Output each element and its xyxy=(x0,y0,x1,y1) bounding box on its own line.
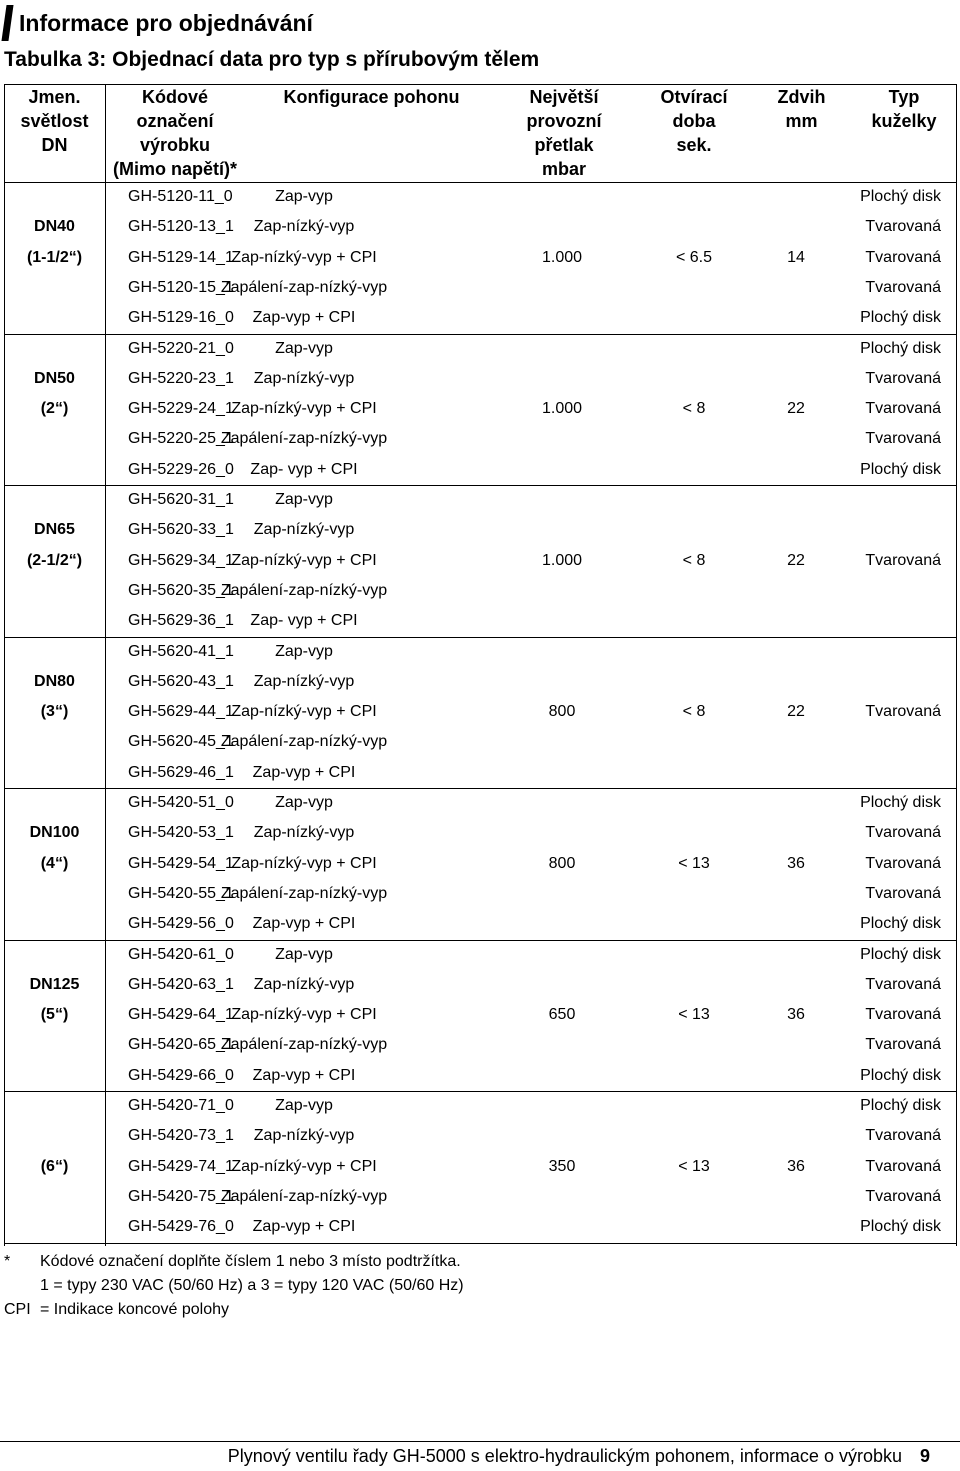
product-code: GH-5429-56_0 xyxy=(128,915,234,933)
stroke-value: 36 xyxy=(787,1157,805,1175)
drive-config: Zap-nízký-vyp + CPI xyxy=(231,1006,377,1024)
cone-type: Tvarovaná xyxy=(865,1127,941,1145)
drive-config: Zap-nízký-vyp xyxy=(253,975,355,993)
drive-config: Zap-vyp + CPI xyxy=(252,763,356,781)
section-title xyxy=(4,3,313,43)
page-number: 9 xyxy=(919,1446,930,1466)
drive-config: Zap-nízký-vyp + CPI xyxy=(231,400,377,418)
stroke-value: 22 xyxy=(787,551,805,569)
header-pressure-line: mbar xyxy=(541,159,586,179)
stroke-value: 36 xyxy=(787,1006,805,1024)
drive-config: Zap- vyp + CPI xyxy=(250,460,358,478)
product-code: GH-5420-61_0 xyxy=(128,945,234,963)
max-pressure-value: 350 xyxy=(548,1157,576,1175)
drive-config: Zap-vyp xyxy=(275,642,333,660)
header-time-line: doba xyxy=(672,111,716,131)
product-code: GH-5620-33_1 xyxy=(128,521,234,539)
dn-inch-label: (3“) xyxy=(40,703,69,721)
cone-type: Tvarovaná xyxy=(865,278,941,296)
drive-config: Zapálení-zap-nízký-vyp xyxy=(220,733,388,751)
product-code: GH-5429-64_1 xyxy=(128,1006,234,1024)
drive-config: Zap-vyp xyxy=(275,339,333,357)
drive-config: Zap-nízký-vyp xyxy=(253,218,355,236)
cone-type: Tvarovaná xyxy=(865,218,941,236)
product-code: GH-5629-34_1 xyxy=(128,551,234,569)
dn-label xyxy=(4,1121,105,1151)
product-code: GH-5620-43_1 xyxy=(128,672,234,690)
dn-label: DN100 xyxy=(29,824,80,842)
product-code: GH-5220-21_0 xyxy=(128,339,234,357)
stroke-value: 22 xyxy=(787,400,805,418)
cone-type: Tvarovaná xyxy=(865,975,941,993)
max-pressure-value: 1.000 xyxy=(541,248,583,266)
header-dn-line: světlost xyxy=(20,111,89,131)
product-code: GH-5620-31_1 xyxy=(128,491,234,508)
cone-type: Plochý disk xyxy=(860,460,941,478)
cone-type: Tvarovaná xyxy=(865,854,941,872)
header-stroke xyxy=(764,84,839,183)
product-code: GH-5629-36_1 xyxy=(128,612,234,630)
header-cone-line: kuželky xyxy=(871,111,937,131)
product-code: GH-5420-71_0 xyxy=(128,1097,234,1114)
header-dn-line: DN xyxy=(41,135,68,155)
product-code: GH-5120-11_0 xyxy=(128,188,233,205)
header-dn xyxy=(4,84,105,183)
dn-label: DN40 xyxy=(34,218,75,236)
table-vline xyxy=(105,84,106,1246)
cone-type: Plochý disk xyxy=(860,1066,941,1084)
header-config xyxy=(274,84,469,183)
note-star-line2: 1 = typy 230 VAC (50/60 Hz) a 3 = typy 120 VAC (50/60 Hz) xyxy=(40,1277,464,1294)
header-time-line: sek. xyxy=(676,135,712,155)
opening-time-value: < 8 xyxy=(682,703,706,721)
product-code: GH-5620-45_1 xyxy=(128,733,234,751)
product-code: GH-5629-44_1 xyxy=(128,703,234,721)
product-code: GH-5429-76_0 xyxy=(128,1218,234,1236)
product-code: GH-5120-15_1 xyxy=(128,278,234,296)
cone-type: Tvarovaná xyxy=(865,824,941,842)
drive-config: Zap-vyp xyxy=(275,491,333,508)
cone-type: Tvarovaná xyxy=(865,400,941,418)
drive-config: Zap-nízký-vyp xyxy=(253,824,355,842)
product-code: GH-5229-24_1 xyxy=(128,400,234,418)
product-code: GH-5420-63_1 xyxy=(128,975,234,993)
drive-config: Zapálení-zap-nízký-vyp xyxy=(220,430,388,448)
section-marker xyxy=(1,5,13,41)
cone-type: Plochý disk xyxy=(860,915,941,933)
max-pressure-value: 800 xyxy=(548,703,576,721)
stroke-value: 14 xyxy=(787,248,805,266)
product-code: GH-5420-53_1 xyxy=(128,824,234,842)
header-pressure xyxy=(509,84,619,183)
opening-time-value: < 13 xyxy=(678,1006,710,1024)
opening-time-value: < 8 xyxy=(682,551,706,569)
cone-type: Tvarovaná xyxy=(865,430,941,448)
header-config-line: Konfigurace pohonu xyxy=(283,87,460,107)
product-code: GH-5420-73_1 xyxy=(128,1127,234,1145)
cone-type: Tvarovaná xyxy=(865,248,941,266)
opening-time-value: < 6.5 xyxy=(675,248,713,266)
drive-config: Zap-nízký-vyp xyxy=(253,369,355,387)
max-pressure-value: 1.000 xyxy=(541,551,583,569)
dn-inch-label: (5“) xyxy=(40,1006,69,1024)
note-star-line1: Kódové označení doplňte číslem 1 nebo 3 místo podtržítka. xyxy=(40,1253,461,1270)
drive-config: Zap-vyp + CPI xyxy=(252,309,356,327)
dn-label: DN65 xyxy=(34,521,75,539)
note-cpi-mark: CPI xyxy=(4,1301,31,1318)
product-code: GH-5629-46_1 xyxy=(128,763,234,781)
header-stroke-line: Zdvih xyxy=(777,87,826,107)
dn-inch-label: (2-1/2“) xyxy=(26,551,83,569)
header-stroke-line: mm xyxy=(785,111,818,131)
max-pressure-value: 650 xyxy=(548,1006,576,1024)
opening-time-value: < 13 xyxy=(678,1157,710,1175)
cone-type: Tvarovaná xyxy=(865,884,941,902)
drive-config: Zap- vyp + CPI xyxy=(250,612,358,630)
cone-type: Tvarovaná xyxy=(865,1006,941,1024)
cone-type-value: Tvarovaná xyxy=(865,703,941,721)
header-cone-line: Typ xyxy=(888,87,920,107)
header-pressure-line: provozní xyxy=(526,111,602,131)
product-code: GH-5220-25_1 xyxy=(128,430,234,448)
drive-config: Zap-vyp xyxy=(275,945,333,963)
product-code: GH-5129-16_0 xyxy=(128,309,234,327)
cone-type: Tvarovaná xyxy=(865,1157,941,1175)
drive-config: Zap-nízký-vyp xyxy=(253,521,355,539)
cone-type-value: Tvarovaná xyxy=(865,551,941,569)
header-code-line: (Mimo napětí)* xyxy=(113,159,237,179)
header-code xyxy=(105,84,245,183)
dn-label: DN80 xyxy=(34,672,75,690)
product-code: GH-5620-35_1 xyxy=(128,581,234,599)
drive-config: Zap-vyp xyxy=(275,1097,333,1114)
dn-label: DN50 xyxy=(34,369,75,387)
cone-type: Plochý disk xyxy=(860,1097,941,1114)
group-border xyxy=(4,1243,957,1244)
product-code: GH-5220-23_1 xyxy=(128,369,234,387)
footer-text: Plynový ventilu řady GH-5000 s elektro-hydraulickým pohonem, informace o výrobku xyxy=(227,1446,902,1466)
product-code: GH-5129-14_1 xyxy=(128,248,234,266)
dn-inch-label: (2“) xyxy=(40,400,69,418)
header-code-line: výrobku xyxy=(139,135,211,155)
drive-config: Zap-nízký-vyp + CPI xyxy=(231,703,377,721)
dn-label: DN125 xyxy=(29,975,80,993)
product-code: GH-5620-41_1 xyxy=(128,642,234,660)
drive-config: Zap-vyp xyxy=(275,794,333,811)
table-title: Tabulka 3: Objednací data pro typ s přírubovým tělem xyxy=(4,48,540,71)
order-table xyxy=(4,84,957,1246)
drive-config: Zap-vyp + CPI xyxy=(252,1066,356,1084)
section-title-text: Informace pro objednávání xyxy=(19,9,313,36)
footer xyxy=(228,1446,930,1467)
cone-type: Tvarovaná xyxy=(865,369,941,387)
header-time xyxy=(654,84,734,183)
drive-config: Zap-nízký-vyp xyxy=(253,672,355,690)
header-pressure-line: přetlak xyxy=(534,135,594,155)
drive-config: Zap-vyp + CPI xyxy=(252,1218,356,1236)
dn-inch-label: (6“) xyxy=(40,1157,69,1175)
drive-config: Zapálení-zap-nízký-vyp xyxy=(220,581,388,599)
header-cone xyxy=(854,84,954,183)
product-code: GH-5420-55_1 xyxy=(128,884,234,902)
header-dn-line: Jmen. xyxy=(28,87,81,107)
drive-config: Zapálení-zap-nízký-vyp xyxy=(220,1187,388,1205)
drive-config: Zap-nízký-vyp xyxy=(253,1127,355,1145)
header-code-line: označení xyxy=(136,111,214,131)
table-vline xyxy=(956,84,957,1246)
max-pressure-value: 800 xyxy=(548,854,576,872)
dn-inch-label: (4“) xyxy=(40,854,69,872)
note-cpi-text: = Indikace koncové polohy xyxy=(40,1301,230,1318)
header-time-line: Otvírací xyxy=(660,87,728,107)
cone-type: Plochý disk xyxy=(860,339,941,357)
stroke-value: 22 xyxy=(787,703,805,721)
cone-type: Tvarovaná xyxy=(865,1036,941,1054)
drive-config: Zap-vyp + CPI xyxy=(252,915,356,933)
product-code: GH-5120-13_1 xyxy=(128,218,234,236)
cone-type: Plochý disk xyxy=(860,1218,941,1236)
cone-type: Tvarovaná xyxy=(865,1187,941,1205)
cone-type: Plochý disk xyxy=(860,309,941,327)
drive-config: Zapálení-zap-nízký-vyp xyxy=(220,278,388,296)
drive-config: Zap-nízký-vyp + CPI xyxy=(231,551,377,569)
cone-type: Plochý disk xyxy=(860,794,941,811)
product-code: GH-5229-26_0 xyxy=(128,460,234,478)
drive-config: Zap-nízký-vyp + CPI xyxy=(231,854,377,872)
drive-config: Zapálení-zap-nízký-vyp xyxy=(220,884,388,902)
product-code: GH-5420-75_1 xyxy=(128,1187,234,1205)
header-code-line: Kódové xyxy=(141,87,208,107)
opening-time-value: < 8 xyxy=(682,400,706,418)
drive-config: Zap-nízký-vyp + CPI xyxy=(231,1157,377,1175)
footer-rule xyxy=(0,1441,960,1442)
product-code: GH-5420-51_0 xyxy=(128,794,234,811)
header-pressure-line: Největší xyxy=(529,87,599,107)
cone-type: Plochý disk xyxy=(860,188,941,205)
opening-time-value: < 13 xyxy=(678,854,710,872)
drive-config: Zap-vyp xyxy=(275,188,333,205)
cone-type: Plochý disk xyxy=(860,945,941,963)
product-code: GH-5429-54_1 xyxy=(128,854,234,872)
product-code: GH-5429-74_1 xyxy=(128,1157,234,1175)
dn-inch-label: (1-1/2“) xyxy=(26,248,83,266)
note-star-mark: * xyxy=(4,1253,11,1270)
stroke-value: 36 xyxy=(787,854,805,872)
drive-config: Zap-nízký-vyp + CPI xyxy=(231,248,377,266)
drive-config: Zapálení-zap-nízký-vyp xyxy=(220,1036,388,1054)
product-code: GH-5420-65_1 xyxy=(128,1036,234,1054)
product-code: GH-5429-66_0 xyxy=(128,1066,234,1084)
max-pressure-value: 1.000 xyxy=(541,400,583,418)
